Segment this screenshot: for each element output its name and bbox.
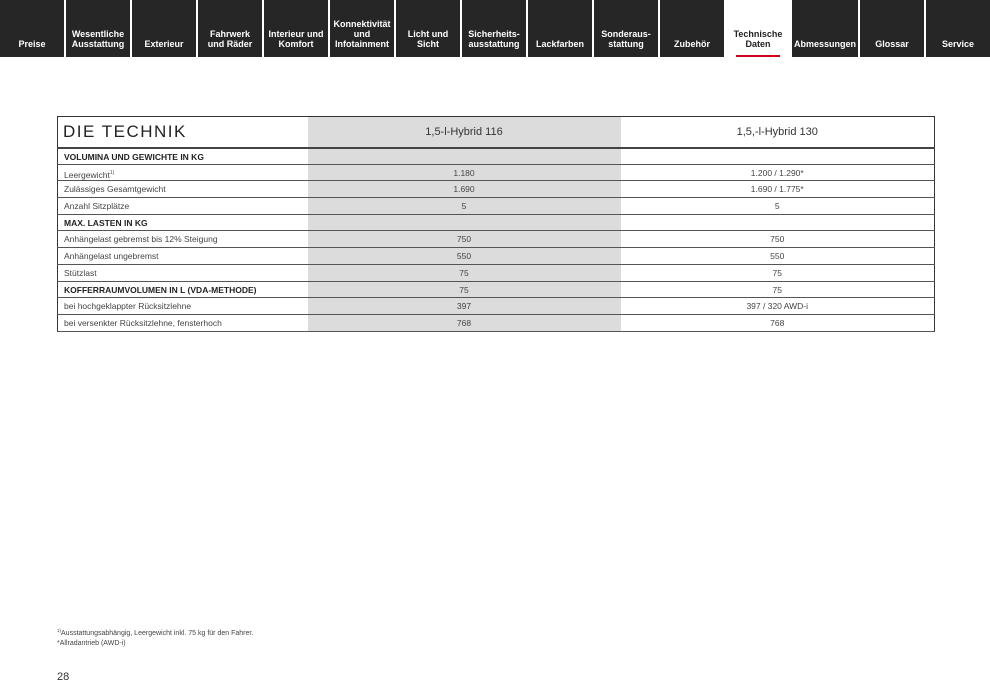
value-hybrid-130: 750 <box>621 231 935 248</box>
value-hybrid-116: 75 <box>308 264 621 281</box>
value-hybrid-130 <box>621 148 935 165</box>
row-label <box>58 231 308 248</box>
value-hybrid-116: 750 <box>308 231 621 248</box>
row-label-text: MAX. LASTEN IN KG <box>64 217 148 228</box>
row-label <box>58 214 308 231</box>
nav-tab-glossar[interactable]: Glossar <box>860 0 924 57</box>
table-row <box>58 164 935 181</box>
page-number: 28 <box>57 671 70 683</box>
row-label-text: bei versenkter Rücksitzlehne, fensterhoch <box>64 317 222 328</box>
column-header-hybrid-130: 1,5,-l-Hybrid 130 <box>621 117 935 148</box>
row-label-text: bei hochgeklappter Rücksitzlehne <box>64 301 192 312</box>
row-label <box>58 148 308 165</box>
row-label <box>58 314 308 331</box>
row-label-text: Leergewicht <box>64 169 110 180</box>
table-title: DIE TECHNIK <box>58 117 308 148</box>
value-hybrid-130: 1.690 / 1.775* <box>621 181 935 198</box>
value-hybrid-116: 768 <box>308 314 621 331</box>
column-header-hybrid-116: 1,5-l-Hybrid 116 <box>308 117 621 148</box>
nav-tab-technische-daten[interactable]: Technische Daten <box>726 0 790 57</box>
table-section-row <box>58 281 935 298</box>
footnotes <box>57 626 253 649</box>
nav-tab-lackfarben[interactable]: Lackfarben <box>528 0 592 57</box>
value-hybrid-116: 550 <box>308 248 621 265</box>
value-hybrid-130: 75 <box>621 264 935 281</box>
row-label-text: KOFFERRAUMVOLUMEN IN L (VDA-METHODE) <box>64 284 257 295</box>
nav-tab-sicherheits-ausstattung[interactable]: Sicherheits- ausstattung <box>462 0 526 57</box>
value-hybrid-130 <box>621 214 935 231</box>
value-hybrid-130: 768 <box>621 314 935 331</box>
footnote-1 <box>57 626 253 639</box>
row-label <box>58 164 308 181</box>
table-row <box>58 181 935 198</box>
value-hybrid-116: 1.180 <box>308 164 621 181</box>
value-hybrid-130: 1.200 / 1.290* <box>621 164 935 181</box>
footnote-2: *Allradantrieb (AWD-i) <box>57 640 126 647</box>
nav-tab-licht-und-sicht[interactable]: Licht und Sicht <box>396 0 460 57</box>
table-row <box>58 298 935 315</box>
footnote-1-text: Ausstattungsabhängig, Leergewicht inkl. 75 kg für den Fahrer. <box>61 630 254 637</box>
table-row <box>58 248 935 265</box>
nav-tab-fahrwerk-und-räder[interactable]: Fahrwerk und Räder <box>198 0 262 57</box>
nav-tab-wesentliche-ausstattung[interactable]: Wesentliche Ausstattung <box>66 0 130 57</box>
nav-tab-service[interactable]: Service <box>926 0 990 57</box>
row-label-text: Anhängelast gebremst bis 12% Steigung <box>64 234 218 245</box>
row-label <box>58 181 308 198</box>
table-header-row <box>58 117 935 148</box>
nav-tab-interieur-und-komfort[interactable]: Interieur und Komfort <box>264 0 328 57</box>
row-label-text: Anzahl Sitzplätze <box>64 201 130 212</box>
value-hybrid-116: 5 <box>308 198 621 215</box>
nav-tab-zubehör[interactable]: Zubehör <box>660 0 724 57</box>
value-hybrid-130: 5 <box>621 198 935 215</box>
nav-tab-exterieur[interactable]: Exterieur <box>132 0 196 57</box>
nav-tab-preise[interactable]: Preise <box>0 0 64 57</box>
value-hybrid-130: 397 / 320 AWD-i <box>621 298 935 315</box>
value-hybrid-116 <box>308 214 621 231</box>
value-hybrid-116: 397 <box>308 298 621 315</box>
row-label <box>58 264 308 281</box>
value-hybrid-130: 550 <box>621 248 935 265</box>
nav-tab-konnektivität-und-infotainment[interactable]: Konnektivität und Infotainment <box>330 0 394 57</box>
value-hybrid-116: 1.690 <box>308 181 621 198</box>
row-label <box>58 198 308 215</box>
footnote-marker: 1) <box>109 169 115 176</box>
table-row <box>58 198 935 215</box>
footnote-1-marker: 1) <box>57 628 62 633</box>
row-label-text: Zulässiges Gesamtgewicht <box>64 184 166 195</box>
row-label-text: Stützlast <box>64 267 97 278</box>
table-section-row <box>58 214 935 231</box>
table-section-row <box>58 148 935 165</box>
technical-data-table <box>57 116 935 332</box>
row-label <box>58 281 308 298</box>
nav-tab-abmessungen[interactable]: Abmessungen <box>792 0 858 57</box>
row-label-text: Anhängelast ungebremst <box>64 251 159 262</box>
top-navigation <box>0 0 990 57</box>
value-hybrid-130: 75 <box>621 281 935 298</box>
row-label-text: VOLUMINA UND GEWICHTE IN KG <box>64 151 204 162</box>
value-hybrid-116: 75 <box>308 281 621 298</box>
table-row <box>58 231 935 248</box>
table-row <box>58 264 935 281</box>
row-label <box>58 248 308 265</box>
value-hybrid-116 <box>308 148 621 165</box>
nav-tab-sonderaus-stattung[interactable]: Sonderaus- stattung <box>594 0 658 57</box>
row-label <box>58 298 308 315</box>
table-row <box>58 314 935 331</box>
